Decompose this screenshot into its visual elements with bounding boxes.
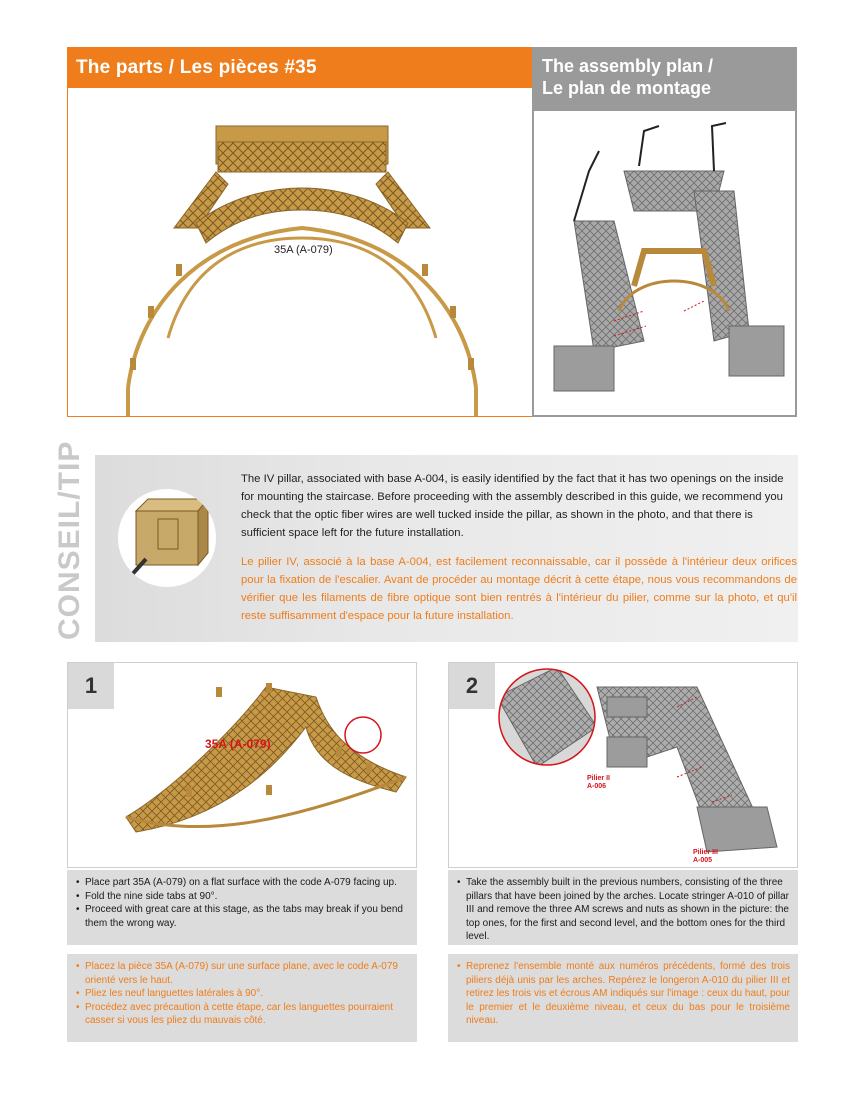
step-1-part-label: 35A (A-079) xyxy=(205,737,271,751)
callout-pillar3-code: A-005 xyxy=(693,857,713,864)
assembly-plan-illustration xyxy=(534,111,795,415)
parts-panel xyxy=(67,47,545,417)
step-1-illustration xyxy=(116,667,416,865)
step-1-fr-item: • Pliez les neuf languettes latérales à 90°. xyxy=(85,987,409,1001)
step-1-fr-item: • Placez la pièce 35A (A-079) sur une surface plane, avec le code A-079 orienté vers le haut. xyxy=(85,960,409,987)
assembly-plan-title xyxy=(534,49,795,111)
step-1-fr-item: • Procédez avec précaution à cette étape, car les languettes pourraient casser si vous les pliez du mauvais côté. xyxy=(85,1001,409,1028)
parts-title: The parts / Les pièces #35 xyxy=(68,48,544,88)
step-2-en-item: • Take the assembly built in the previous numbers, consisting of the three pillars that have been joined by the arches. Locate stringer A-010 of pillar III and remove the three AM screws and nuts as shown in the picture: the top ones, for the first and second level, and the bottom ones for the third level. xyxy=(466,876,790,944)
step-1-panel xyxy=(67,662,417,868)
step-2-callout-pillar2 xyxy=(587,775,610,791)
callout-pillar3-name: Pilier III xyxy=(693,849,718,856)
step-1-en-item: • Fold the nine side tabs at 90°. xyxy=(85,890,409,904)
tip-text-en: The IV pillar, associated with base A-004, is easily identified by the fact that it has two openings on the inside for mounting the staircase. Before proceeding with the assembly described in this guide, we recommend you check that the optic fiber wires are well tucked inside the pillar, as shown in the photo, and that there is sufficient space left for the future installation. xyxy=(241,473,784,539)
tip-vertical-label xyxy=(50,440,94,642)
assembly-plan-panel xyxy=(532,47,797,417)
step-2-number: 2 xyxy=(449,663,495,709)
pillar-photo-illustration xyxy=(118,489,216,587)
step-2-illustration xyxy=(497,667,797,865)
assembly-plan-title-line1: The assembly plan / xyxy=(542,56,714,76)
step-1-number: 1 xyxy=(68,663,114,709)
step-2-text-en xyxy=(448,870,798,945)
tip-text-fr: Le pilier IV, associé à la base A-004, est facilement reconnaissable, car il possède à l'intérieur deux orifices pour la fixation de l'escalier. Avant de procéder au montage décrit à cette étape, nous vous recommandons de vérifier que les filaments de fibre optique sont bien rentrés à l'intérieur du pilier, comme sur la photo, et qu'il reste suffisamment d'espace pour la future installation. xyxy=(241,556,797,622)
tip-vertical-text: CONSEIL/TIP xyxy=(53,440,86,640)
step-1-text-en xyxy=(67,870,417,945)
assembly-plan-title-line2: Le plan de montage xyxy=(542,78,712,98)
part-label: 35A (A-079) xyxy=(274,244,333,256)
step-2-fr-item: • Reprenez l'ensemble monté aux numéros précédents, formé des trois piliers déjà unis par les arches. Repérez le longeron A-010 du pilier III et retirez les trois vis et écrous AM indiqués sur l'image : ceux du haut, pour le premier et le deuxième niveau, et ceux du bas pour le troisième niveau. xyxy=(466,960,790,1028)
step-2-callout-pillar3 xyxy=(693,849,718,865)
callout-pillar2-code: A-006 xyxy=(587,783,607,790)
tip-photo xyxy=(118,489,216,587)
step-2-text-fr xyxy=(448,954,798,1042)
step-1-en-item: • Proceed with great care at this stage, as the tabs may break if you bend them the wrong way. xyxy=(85,903,409,930)
step-2-panel xyxy=(448,662,798,868)
callout-pillar2-name: Pilier II xyxy=(587,775,610,782)
step-1-text-fr xyxy=(67,954,417,1042)
step-1-en-item: • Place part 35A (A-079) on a flat surface with the code A-079 facing up. xyxy=(85,876,409,890)
